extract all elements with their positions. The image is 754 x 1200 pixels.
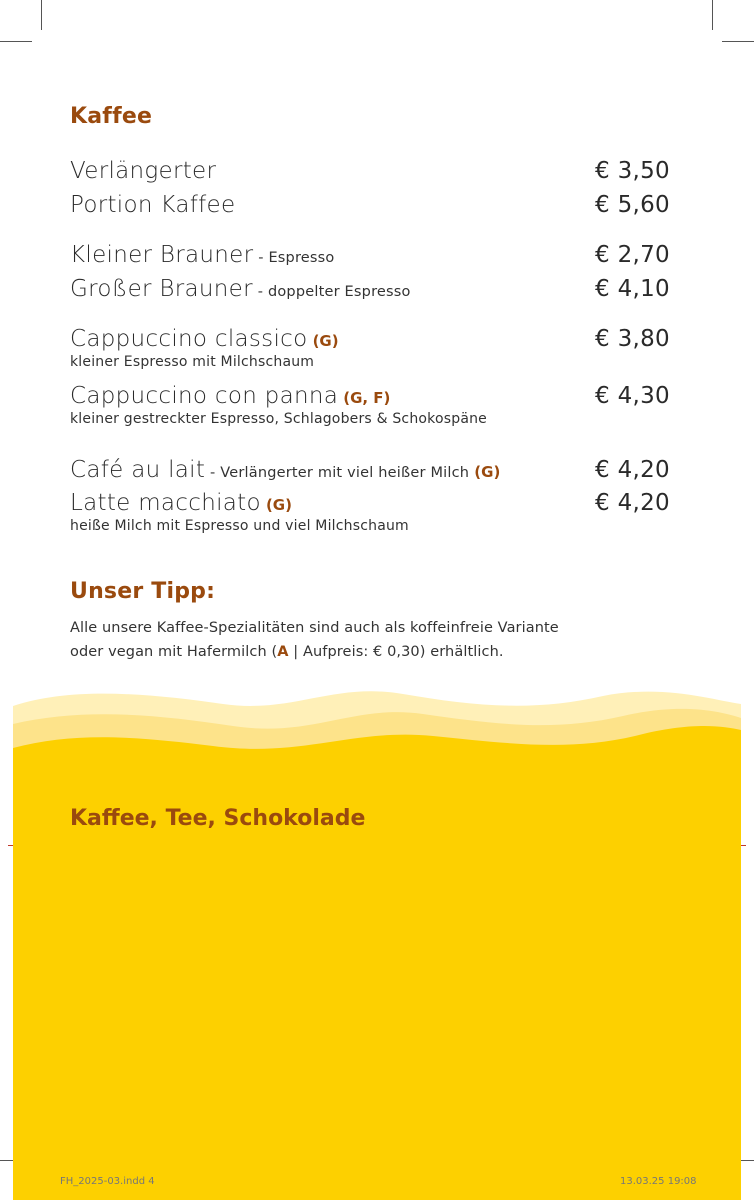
tip-title: Unser Tipp: xyxy=(70,579,216,604)
crop-mark xyxy=(722,41,754,42)
next-section-title: Kaffee, Tee, Schokolade xyxy=(70,806,366,831)
print-slug-file: FH_2025-03.indd 4 xyxy=(60,1176,155,1187)
crop-mark xyxy=(0,41,32,42)
item-description: kleiner Espresso mit Milchschaum xyxy=(70,354,315,370)
item-description: kleiner gestreckter Espresso, Schlagobers & Schokospäne xyxy=(70,411,487,427)
section-title: Kaffee xyxy=(70,104,153,129)
item-price: € 4,20 xyxy=(595,490,670,516)
menu-item xyxy=(70,242,670,268)
item-name: Portion Kaffee xyxy=(70,192,236,218)
item-name-wrap xyxy=(70,490,292,516)
crop-mark xyxy=(41,0,42,30)
wave-main xyxy=(13,726,741,1200)
item-subtitle: - Verlängerter mit viel heißer Milch xyxy=(205,465,470,481)
tip-line-2-start: oder vegan mit Hafermilch ( xyxy=(70,644,278,660)
allergen-code: A xyxy=(277,644,289,660)
menu-item xyxy=(70,457,670,483)
allergen-code: (G) xyxy=(474,463,501,481)
item-description: heiße Milch mit Espresso und viel Milchschaum xyxy=(70,518,409,534)
item-price: € 3,80 xyxy=(595,326,670,352)
item-name-wrap xyxy=(70,242,335,268)
crop-mark xyxy=(712,0,713,30)
item-name-wrap xyxy=(70,158,216,184)
allergen-code: (G) xyxy=(265,496,292,514)
item-name: Verlängerter xyxy=(70,158,217,184)
tip-text xyxy=(70,616,670,664)
item-price: € 4,20 xyxy=(595,457,670,483)
menu-item xyxy=(70,383,670,427)
item-name: Cappuccino classico xyxy=(70,326,308,352)
item-name: Cappuccino con panna xyxy=(70,383,339,409)
item-name-wrap xyxy=(70,326,339,352)
item-subtitle: - doppelter Espresso xyxy=(252,284,411,300)
item-name: Großer Brauner xyxy=(70,276,253,302)
print-slug-date: 13.03.25 19:08 xyxy=(620,1176,697,1187)
item-price: € 3,50 xyxy=(595,158,670,184)
allergen-code: (G, F) xyxy=(343,389,391,407)
item-name-wrap xyxy=(70,192,235,218)
item-price: € 4,30 xyxy=(595,383,670,409)
menu-item xyxy=(70,490,670,534)
menu-item xyxy=(70,158,670,184)
item-name-wrap xyxy=(70,383,390,409)
item-price: € 2,70 xyxy=(595,242,670,268)
item-name-wrap xyxy=(70,276,411,302)
item-name-wrap xyxy=(70,457,500,483)
item-name: Kleiner Brauner xyxy=(70,242,254,268)
tip-line-1: Alle unsere Kaffee-Spezialitäten sind auch als koffeinfreie Variante xyxy=(70,620,559,636)
tip-line-2-end: | Aufpreis: € 0,30) erhältlich. xyxy=(288,644,504,660)
item-price: € 4,10 xyxy=(595,276,670,302)
item-price: € 5,60 xyxy=(595,192,670,218)
menu-item xyxy=(70,276,670,302)
item-name: Café au lait xyxy=(70,457,206,483)
yellow-wave-background xyxy=(13,690,741,1200)
allergen-code: (G) xyxy=(312,332,339,350)
item-name: Latte macchiato xyxy=(70,490,261,516)
menu-item xyxy=(70,192,670,218)
tip-line-2 xyxy=(70,640,670,664)
item-subtitle: - Espresso xyxy=(253,250,335,266)
menu-item xyxy=(70,326,670,370)
